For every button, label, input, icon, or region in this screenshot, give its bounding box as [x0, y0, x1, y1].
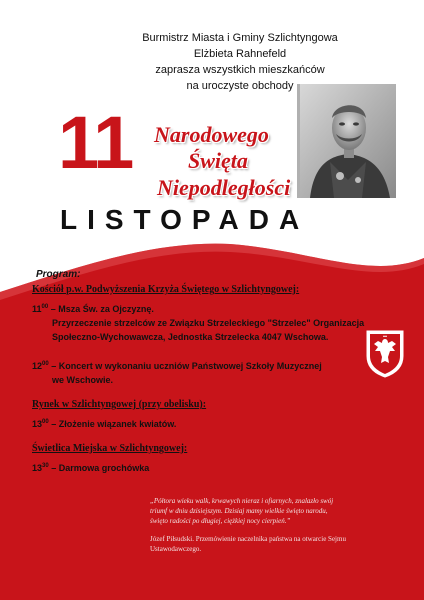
venue-heading: Rynek w Szlichtyngowej (przy obelisku):	[32, 399, 207, 410]
invitation-header	[120, 30, 360, 94]
title-script-line: Niepodległości	[157, 175, 291, 200]
item-minutes: 00	[42, 419, 49, 425]
program-item	[32, 300, 402, 316]
source-line: Ustawodawczego.	[150, 545, 202, 553]
quote-line: triumf w dniu dzisiejszym. Dzisiaj mamy wielkie święto narodu,	[150, 507, 328, 515]
header-line: na uroczyste obchody	[186, 80, 294, 92]
program-subitem: Społeczno-Wychowawcza, Jednostka Strzelecka 4047 Wschowa.	[52, 332, 329, 342]
portrait-photo	[297, 84, 396, 198]
item-text: – Złożenie wiązanek kwiatów.	[48, 419, 177, 429]
title-script-line: Święta	[188, 148, 248, 173]
month-title: LISTOPADA	[60, 204, 310, 235]
program-label: Program:	[36, 269, 81, 280]
program-subitem: we Wschowie.	[52, 375, 114, 385]
quote-line: święto radości po długiej, ciężkiej nocy cierpień.”	[150, 517, 291, 525]
header-line: Burmistrz Miasta i Gminy Szlichtyngowa	[142, 32, 338, 44]
source-line: Józef Piłsudski. Przemówienie naczelnika państwa na otwarcie Sejmu	[150, 535, 346, 543]
item-hour: 12	[32, 361, 43, 371]
item-hour: 13	[32, 419, 43, 429]
item-text: – Darmowa grochówka	[48, 463, 150, 473]
quote-line: „Półtora wieku walk, krwawych nieraz i ofiarnych, znalazło swój	[150, 497, 334, 505]
program-item	[32, 357, 402, 373]
header-line: Elżbieta Rahnefeld	[193, 48, 287, 60]
item-text: – Koncert w wykonaniu uczniów Państwowej Szkoły Muzycznej	[48, 361, 322, 371]
program-item	[32, 459, 402, 475]
eagle-emblem-icon	[364, 328, 406, 378]
quote-block	[150, 496, 400, 526]
item-minutes: 00	[41, 304, 49, 310]
item-text: – Msza Św. za Ojczyznę.	[48, 304, 154, 314]
quote-source	[150, 534, 400, 554]
header-line: zaprasza wszystkich mieszkańców	[155, 64, 325, 76]
item-hour: 13	[32, 463, 43, 473]
program-section	[32, 268, 402, 475]
day-number: 11	[58, 101, 133, 184]
item-minutes: 00	[42, 361, 49, 367]
item-minutes: 30	[42, 463, 49, 469]
item-hour: 11	[32, 304, 42, 314]
title-script-line: Narodowego	[154, 122, 269, 147]
venue-heading: Świetlica Miejska w Szlichtyngowej:	[32, 443, 188, 454]
program-subitem: Przyrzeczenie strzelców ze Związku Strzeleckiego "Strzelec" Organizacja	[52, 318, 365, 328]
program-item	[32, 415, 402, 431]
venue-heading: Kościół p.w. Podwyższenia Krzyża Świętego w Szlichtyngowej:	[32, 284, 300, 295]
